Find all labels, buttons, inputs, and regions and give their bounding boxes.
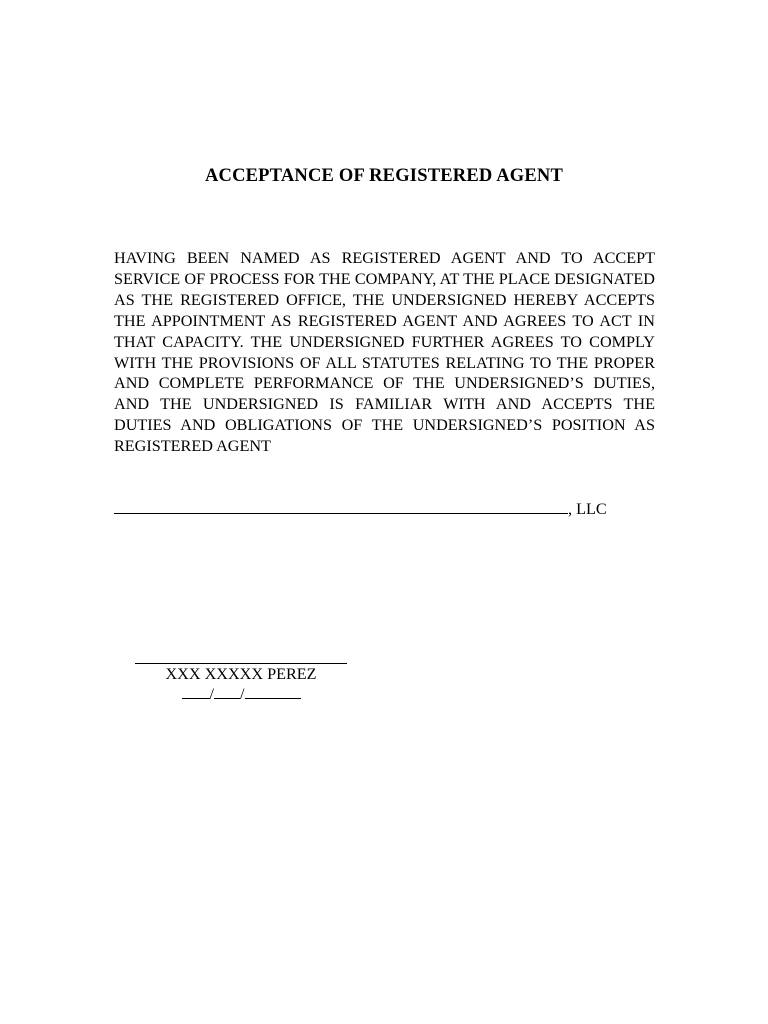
date-separator-2: /: [240, 685, 245, 703]
date-month-blank: [182, 684, 210, 699]
document-title: ACCEPTANCE OF REGISTERED AGENT: [204, 166, 564, 186]
company-name-blank: [114, 498, 568, 514]
signature-line: [135, 645, 347, 664]
date-line: [135, 684, 347, 704]
date-year-blank: [245, 684, 301, 699]
date-day-blank: [214, 684, 240, 699]
date-separator-1: /: [209, 685, 214, 703]
company-suffix: , LLC: [568, 500, 607, 518]
signer-name: XXX XXXXX PEREZ: [165, 665, 317, 683]
company-name-line: [114, 498, 607, 519]
acceptance-statement: HAVING BEEN NAMED AS REGISTERED AGENT AND TO ACCEPT SERVICE OF PROCESS FOR THE COMPANY, AT THE PLACE DESIGNATED AS THE REGISTERED OFFICE, THE UNDERSIGNED HEREBY ACCEPTS THE APPOINTMENT AS REGISTERED AGENT AND AGREES TO ACT IN THAT CAPACITY. THE UNDERSIGNED FURTHER AGREES TO COMPLY WITH THE PROVISIONS OF ALL STATUTES RELATING TO THE PROPER AND COMPLETE PERFORMANCE OF THE UNDERSIGNED’S DUTIES, AND THE UNDERSIGNED IS FAMILIAR WITH AND ACCEPTS THE DUTIES AND OBLIGATIONS OF THE UNDERSIGNED’S POSITION AS REGISTERED AGENT: [114, 249, 655, 456]
signature-block: [135, 645, 347, 704]
